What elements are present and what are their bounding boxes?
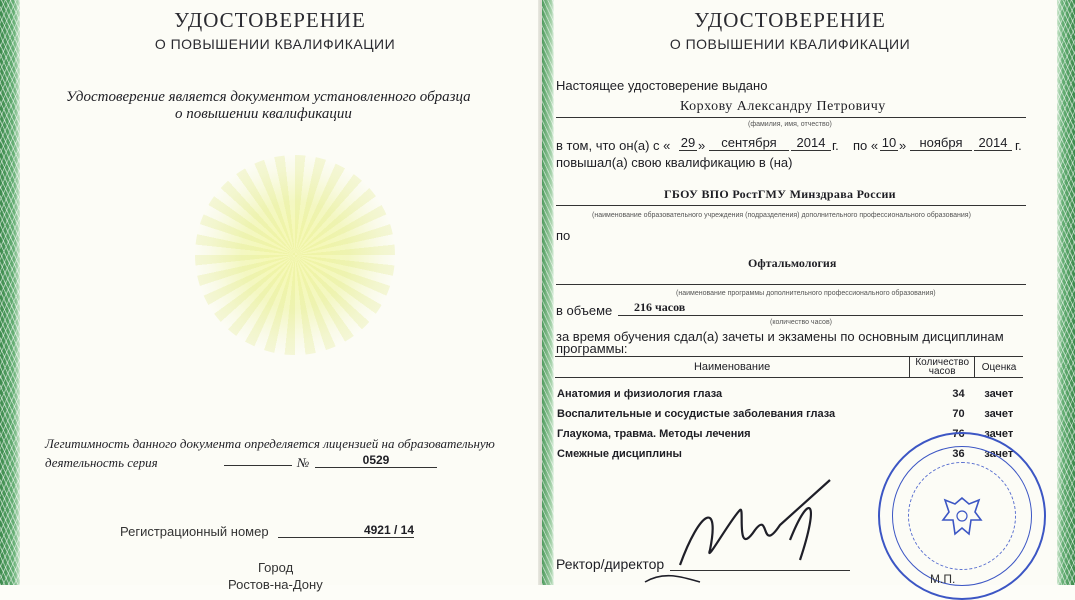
volume-label: в объеме (556, 303, 613, 318)
issued-to-label: Настоящее удостоверение выдано (556, 78, 768, 93)
end-year-suffix: г. (1015, 138, 1022, 153)
improved-label: повышал(а) свою квалификацию в (на) (556, 155, 793, 170)
series-blank (224, 465, 292, 466)
subject-name: Глаукома, травма. Методы лечения (557, 428, 751, 440)
subject-hours: 34 (952, 388, 965, 400)
start-year: 2014 (791, 135, 831, 151)
table-row (555, 404, 1023, 424)
number-sign: № (297, 455, 310, 470)
start-day: 29 (680, 135, 696, 150)
subject-name: Анатомия и физиология глаза (557, 388, 723, 400)
by-label: по (556, 228, 571, 243)
subject-hours: 76 (952, 428, 965, 440)
left-statement-line2: о повышении квалификации (175, 106, 352, 122)
left-statement-line1: Удостоверение является документом установленного образца (66, 89, 471, 105)
license-number: 0529 (315, 453, 437, 468)
exams-line2: программы: (556, 341, 628, 356)
guilloche-border-left (0, 0, 20, 585)
volume-value: 216 часов (618, 300, 1023, 316)
certificate-left-page (0, 0, 540, 585)
left-subtitle: О ПОВЫШЕНИИ КВАЛИФИКАЦИИ (154, 36, 396, 52)
col-name-header: Наименование (555, 357, 910, 378)
program-caption: (наименование программы дополнительного профессионального образования) (676, 290, 936, 297)
until-label: по « (853, 138, 879, 153)
left-title: УДОСТОВЕРЕНИЕ (174, 8, 366, 32)
rosette-watermark-icon (195, 155, 395, 355)
registration-label: Регистрационный номер (120, 524, 269, 539)
subject-grade: зачет (984, 448, 1014, 460)
col-grade-header: Оценка (975, 357, 1023, 378)
subject-hours: 36 (952, 448, 965, 460)
legitimacy-line1: Легитимность данного документа определяется лицензией на образовательную (45, 436, 495, 451)
subject-name: Воспалительные и сосудистые заболевания глаза (557, 408, 836, 420)
registration-number: 4921 / 14 (278, 523, 414, 538)
legitimacy-line2: деятельность серия (45, 455, 158, 470)
start-month: сентября (709, 135, 789, 151)
rector-label: Ректор/директор (556, 556, 665, 572)
seal-eagle-icon (935, 490, 990, 545)
institution-caption: (наименование образовательного учреждения (подразделения) дополнительного профессионального образования) (592, 212, 971, 219)
signature-icon (640, 470, 870, 585)
subject-hours: 70 (952, 408, 965, 420)
subject-grade: зачет (984, 388, 1014, 400)
guilloche-border-right (1057, 0, 1075, 585)
guilloche-border-inner (542, 0, 554, 585)
program-name: Офтальмология (748, 256, 837, 270)
city-label: Город (258, 560, 294, 575)
recipient-underline (556, 117, 1026, 118)
recipient-name: Корхову Александру Петровичу (680, 99, 886, 114)
end-month: ноября (910, 135, 972, 151)
subject-grade: зачет (984, 428, 1014, 440)
program-underline (556, 284, 1026, 285)
table-row (555, 384, 1023, 404)
city-name: Ростов-на-Дону (228, 577, 323, 592)
start-year-suffix: г. (832, 138, 839, 153)
institution-name: ГБОУ ВПО РостГМУ Минздрава России (664, 187, 896, 201)
exams-line1: за время обучения сдал(а) зачеты и экзамены по основным дисциплинам (556, 329, 1004, 344)
right-subtitle: О ПОВЫШЕНИИ КВАЛИФИКАЦИИ (669, 36, 911, 52)
period-prefix: в том, что он(а) с « (556, 138, 671, 153)
subject-name: Смежные дисциплины (557, 448, 682, 460)
name-caption: (фамилия, имя, отчество) (748, 121, 832, 128)
mp-label: М.П. (930, 572, 956, 586)
end-day: 10 (881, 135, 897, 150)
institution-underline (556, 205, 1026, 206)
right-title: УДОСТОВЕРЕНИЕ (694, 8, 886, 32)
subject-grade: зачет (984, 408, 1014, 420)
hours-caption: (количество часов) (770, 319, 832, 326)
end-year: 2014 (974, 135, 1012, 151)
col-hours-header: Количество часов (910, 357, 975, 378)
